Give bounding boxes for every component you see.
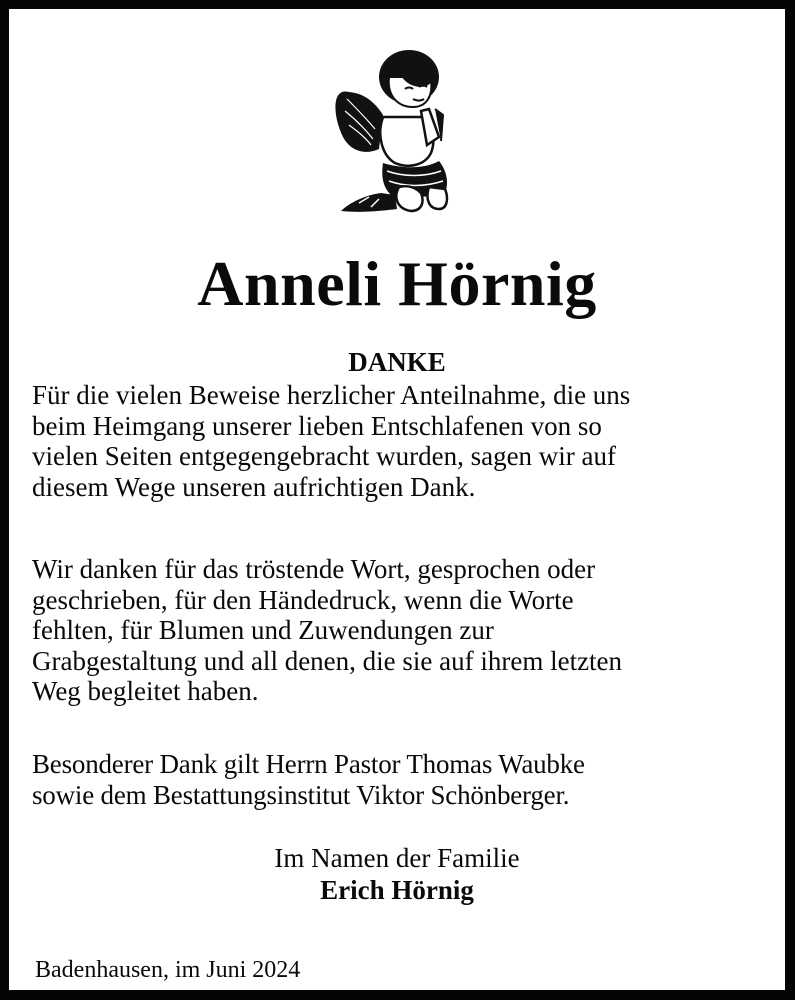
text-line: geschrieben, für den Händedruck, wenn die Worte — [32, 584, 574, 615]
text-line: Weg begleitet haben. — [32, 676, 259, 706]
text-line: fehlten, für Blumen und Zuwendungen zur — [32, 615, 494, 645]
praying-cherub-angel-icon — [321, 37, 471, 217]
deceased-name-title: Anneli Hörnig — [197, 248, 597, 319]
thanks-heading: DANKE — [348, 347, 446, 377]
text-line: Wir danken für das tröstende Wort, gesprochen oder — [32, 554, 596, 584]
text-line: Grabgestaltung und all denen, die sie auf ihrem letzten — [32, 645, 623, 676]
thanks-paragraph-2 — [32, 554, 792, 707]
place-and-date: Badenhausen, im Juni 2024 — [35, 957, 301, 983]
text-line: diesem Wege unseren aufrichtigen Dank. — [32, 471, 476, 502]
text-line: Für die vielen Beweise herzlicher Anteilnahme, die uns — [32, 380, 631, 410]
text-line: vielen Seiten entgegengebracht wurden, sagen wir auf — [32, 441, 617, 471]
text-line: Besonderer Dank gilt Herrn Pastor Thomas Waubke — [32, 749, 585, 779]
thanks-paragraph-3 — [32, 749, 792, 810]
text-line: sowie dem Bestattungsinstitut Viktor Schönberger. — [32, 779, 570, 810]
thanks-paragraph-1 — [32, 380, 792, 502]
signature-label: Im Namen der Familie — [274, 843, 520, 873]
signature-name: Erich Hörnig — [320, 875, 474, 905]
text-line: beim Heimgang unserer lieben Entschlafenen von so — [32, 410, 602, 441]
